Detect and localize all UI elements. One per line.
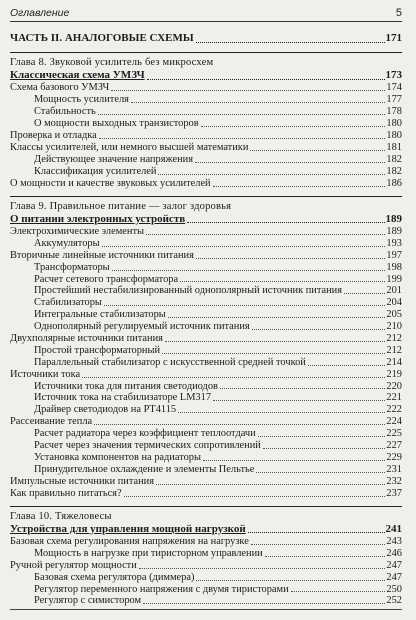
section-heading[interactable] — [10, 69, 402, 83]
section-page: 173 — [385, 69, 402, 81]
toc-subentry[interactable] — [10, 572, 402, 584]
entry-page: 250 — [386, 583, 402, 595]
toc-entry[interactable] — [10, 142, 402, 154]
entry-page: 219 — [386, 368, 402, 380]
entry-title: Источник тока на стабилизаторе LM317 — [34, 392, 212, 404]
entry-title: Стабилизаторы — [34, 297, 102, 309]
entry-title: Двухполярные источники питания — [10, 333, 163, 345]
leader-dots — [82, 377, 385, 378]
toc-subentry[interactable] — [10, 452, 402, 464]
entry-title: Простой трансформаторный — [34, 344, 161, 356]
entry-page: 220 — [386, 380, 402, 392]
entry-page: 247 — [386, 571, 402, 583]
leader-dots — [344, 293, 385, 294]
entry-page: 198 — [386, 261, 402, 273]
leader-dots — [250, 150, 385, 151]
leader-dots — [201, 126, 386, 127]
entry-page: 221 — [386, 392, 402, 404]
leader-dots — [162, 353, 385, 354]
entry-title: Интегральные стабилизаторы — [34, 309, 166, 321]
toc-subentry[interactable] — [10, 238, 402, 250]
leader-dots — [256, 472, 385, 473]
leader-dots — [124, 496, 386, 497]
leader-dots — [196, 258, 386, 259]
toc-subentry[interactable] — [10, 106, 402, 118]
toc-subentry[interactable] — [10, 154, 402, 166]
leader-dots — [195, 162, 385, 163]
toc-subentry[interactable] — [10, 309, 402, 321]
entry-page: 189 — [386, 226, 402, 237]
entry-title: Драйвер светодиодов на PT4115 — [34, 404, 177, 416]
leader-dots — [94, 424, 385, 425]
entry-page: 182 — [386, 165, 402, 177]
toc-entry[interactable] — [10, 226, 402, 238]
entry-page: 181 — [386, 141, 402, 153]
toc-entry[interactable] — [10, 250, 402, 262]
toc-subentry[interactable] — [10, 274, 402, 286]
entry-page: 247 — [386, 559, 402, 571]
toc-subentry[interactable] — [10, 262, 402, 274]
entry-title: Источники тока для питания светодиодов — [34, 380, 218, 392]
entry-title: Однополярный регулируемый источник питания — [34, 321, 250, 333]
entry-page: 252 — [386, 595, 402, 607]
toc-entry[interactable] — [10, 333, 402, 345]
toc-subentry[interactable] — [10, 297, 402, 309]
leader-dots — [147, 79, 385, 80]
leader-dots — [308, 365, 386, 366]
leader-dots — [112, 270, 386, 271]
toc-subentry[interactable] — [10, 94, 402, 106]
section-heading[interactable] — [10, 213, 402, 227]
table-of-contents — [10, 30, 402, 607]
entry-page: 225 — [386, 428, 402, 440]
entry-page: 177 — [386, 94, 402, 106]
entry-page: 212 — [386, 344, 402, 356]
chapter-title: Глава 9. Правильное питание — залог здоровья — [10, 200, 232, 212]
section-heading[interactable] — [10, 523, 402, 537]
entry-title: Источники тока — [10, 368, 81, 380]
entry-title: Трансформаторы — [34, 261, 110, 273]
entry-page: 186 — [386, 177, 402, 189]
entry-title: Базовая схема регулятора (диммера) — [34, 571, 195, 583]
toc-subentry[interactable] — [10, 357, 402, 369]
leader-dots — [146, 234, 385, 235]
entry-page: 204 — [386, 297, 402, 309]
leader-dots — [258, 436, 386, 437]
leader-dots — [265, 556, 386, 557]
entry-page: 197 — [386, 249, 402, 261]
entry-title: Мощность в нагрузке при тиристорном управлении — [34, 547, 263, 559]
toc-subentry[interactable] — [10, 166, 402, 178]
entry-title: Регулятор с симистором — [34, 595, 142, 607]
section-page: 241 — [385, 522, 402, 535]
chapter-heading — [10, 52, 402, 69]
entry-page: 232 — [386, 475, 402, 487]
entry-page: 212 — [386, 333, 402, 345]
entry-page: 224 — [386, 416, 402, 428]
entry-title: Стабильность — [34, 106, 96, 118]
leader-dots — [251, 544, 386, 545]
entry-title: Импульсные источники питания — [10, 475, 155, 487]
entry-title: О мощности выходных транзисторов — [34, 118, 199, 130]
toc-entry[interactable] — [10, 369, 402, 381]
leader-dots — [213, 186, 386, 187]
leader-dots — [158, 174, 385, 175]
entry-title: Расчет через значения термических сопротивлений — [34, 440, 261, 452]
toc-subentry[interactable] — [10, 381, 402, 393]
leader-dots — [104, 305, 386, 306]
toc-entry[interactable] — [10, 560, 402, 572]
entry-page: 237 — [386, 487, 402, 499]
section-title: О питании электронных устройств — [10, 212, 186, 225]
entry-page: 180 — [386, 130, 402, 142]
entry-title: Схема базового УМЗЧ — [10, 82, 110, 94]
page-header — [10, 3, 402, 22]
part-title: ЧАСТЬ II. АНАЛОГОВЫЕ СХЕМЫ — [10, 32, 194, 44]
entry-title: Электрохимические элементы — [10, 226, 144, 237]
part-heading[interactable] — [10, 30, 402, 46]
leader-dots — [180, 281, 385, 282]
entry-title: Проверка и отладка — [10, 130, 97, 142]
leader-dots — [131, 102, 385, 103]
toc-entry[interactable] — [10, 536, 402, 548]
toc-subentry[interactable] — [10, 285, 402, 297]
entry-title: О мощности и качестве звуковых усилителей — [10, 177, 211, 189]
entry-page: 214 — [386, 356, 402, 368]
page-number: 5 — [395, 7, 402, 19]
entry-title: Действующее значение напряжения — [34, 153, 194, 165]
entry-page: 222 — [386, 404, 402, 416]
leader-dots — [248, 532, 385, 533]
toc-subentry[interactable] — [10, 392, 402, 404]
leader-dots — [203, 460, 385, 461]
chapter-title: Глава 10. Тяжеловесы — [10, 510, 112, 522]
chapter-title: Глава 8. Звуковой усилитель без микросхем — [10, 57, 214, 68]
entry-page: 174 — [386, 82, 402, 94]
entry-page: 231 — [386, 463, 402, 475]
toc-entry[interactable] — [10, 83, 402, 95]
entry-page: 205 — [386, 309, 402, 321]
toc-subentry[interactable] — [10, 345, 402, 357]
toc-subentry[interactable] — [10, 548, 402, 560]
entry-title: Как правильно питаться? — [10, 487, 122, 499]
page-bottom-rule — [10, 609, 402, 610]
toc-subentry[interactable] — [10, 595, 402, 607]
entry-title: Регулятор переменного напряжения с двумя тиристорами — [34, 583, 289, 595]
leader-dots — [111, 90, 385, 91]
leader-dots — [196, 580, 385, 581]
entry-page: 180 — [386, 118, 402, 130]
entry-page: 243 — [386, 535, 402, 547]
leader-dots — [99, 138, 386, 139]
toc-entry[interactable] — [10, 416, 402, 428]
entry-title: Рассеивание тепла — [10, 416, 93, 428]
leader-dots — [165, 341, 385, 342]
leader-dots — [168, 317, 386, 318]
entry-page: 246 — [386, 547, 402, 559]
toc-subentry[interactable] — [10, 584, 402, 596]
entry-title: Принудительное охлаждение и элементы Пельтье — [34, 463, 255, 475]
section-title: Устройства для управления мощной нагрузкой — [10, 522, 246, 535]
toc-entry[interactable] — [10, 488, 402, 500]
leader-dots — [102, 246, 386, 247]
entry-title: Простейший нестабилизированный однополярный источник питания — [34, 285, 343, 297]
entry-page: 210 — [386, 321, 402, 333]
toc-subentry[interactable] — [10, 321, 402, 333]
entry-title: Параллельный стабилизатор с искусственной средней точкой — [34, 356, 306, 368]
entry-page: 182 — [386, 153, 402, 165]
leader-dots — [156, 484, 385, 485]
leader-dots — [139, 568, 386, 569]
entry-page: 193 — [386, 237, 402, 249]
running-head-title: Оглавление — [10, 7, 70, 19]
entry-title: Расчет радиатора через коэффициент теплоотдачи — [34, 428, 256, 440]
entry-title: Вторичные линейные источники питания — [10, 249, 194, 261]
entry-title: Установка компонентов на радиаторы — [34, 451, 201, 463]
entry-page: 227 — [386, 440, 402, 452]
toc-subentry[interactable] — [10, 440, 402, 452]
toc-entry[interactable] — [10, 130, 402, 142]
leader-dots — [196, 42, 385, 43]
chapter-heading — [10, 196, 402, 213]
entry-title: Ручной регулятор мощности — [10, 559, 137, 571]
entry-page: 229 — [386, 451, 402, 463]
chapter-heading — [10, 506, 402, 523]
leader-dots — [263, 448, 386, 449]
toc-entry[interactable] — [10, 178, 402, 190]
entry-page: 178 — [386, 106, 402, 118]
leader-dots — [252, 329, 386, 330]
leader-dots — [143, 603, 385, 604]
leader-dots — [98, 114, 386, 115]
entry-title: Аккумуляторы — [34, 237, 100, 249]
entry-title: Классификация усилителей — [34, 165, 157, 177]
toc-subentry[interactable] — [10, 428, 402, 440]
leader-dots — [220, 388, 385, 389]
entry-title: Расчет сетевого трансформатора — [34, 273, 179, 285]
entry-title: Мощность усилителя — [34, 94, 129, 106]
leader-dots — [187, 222, 384, 223]
leader-dots — [178, 412, 385, 413]
entry-page: 201 — [386, 285, 402, 297]
leader-dots — [213, 400, 385, 401]
leader-dots — [291, 591, 386, 592]
entry-page: 199 — [386, 273, 402, 285]
toc-entry[interactable] — [10, 476, 402, 488]
entry-title: Базовая схема регулирования напряжения на нагрузке — [10, 535, 249, 547]
section-title: Классическая схема УМЗЧ — [10, 69, 145, 81]
section-page: 189 — [385, 212, 402, 225]
toc-subentry[interactable] — [10, 464, 402, 476]
toc-subentry[interactable] — [10, 404, 402, 416]
toc-subentry[interactable] — [10, 118, 402, 130]
entry-title: Классы усилителей, или немного высшей математики — [10, 141, 249, 153]
part-page: 171 — [385, 32, 402, 44]
